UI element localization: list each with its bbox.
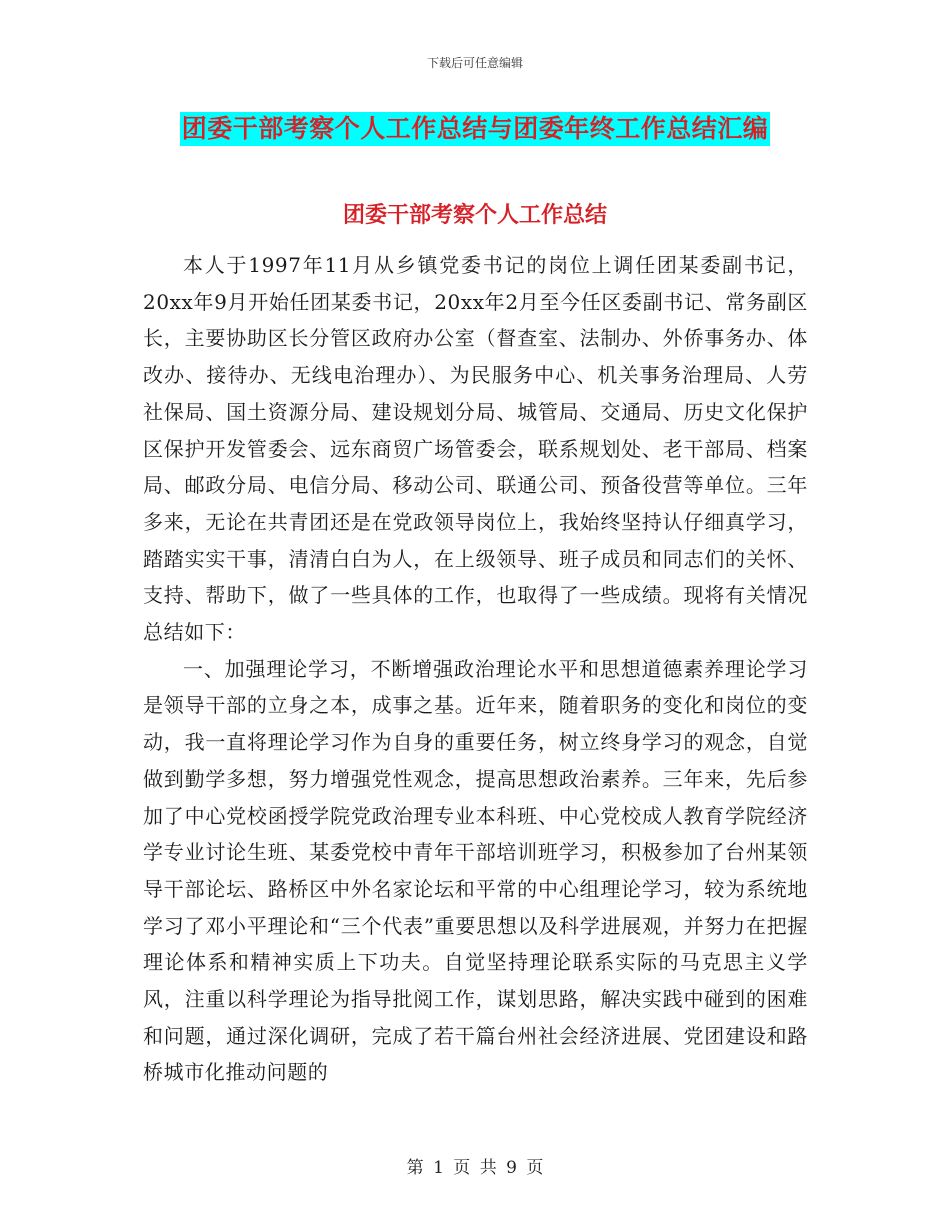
paragraph-intro: 本人于1997年11月从乡镇党委书记的岗位上调任团某委副书记，20xx年9月开始任团某委书记，20xx年2月至今任区委副书记、常务副区长，主要协助区长分管区政府办公室（督查室、法制办、外侨事务办、体改办、接待办、无线电治理办）、为民服务中心、机关事务治理局、人劳社保局、国土资源分局、建设规划分局、城管局、交通局、历史文化保护区保护开发管委会、远东商贸广场管委会，联系规划处、老干部局、档案局、邮政分局、电信分局、移动公司、联通公司、预备役营等单位。三年多来，无论在共青团还是在党政领导岗位上，我始终坚持认仔细真学习，踏踏实实干事，清清白白为人，在上级领导、班子成员和同志们的关怀、支持、帮助下，做了一些具体的工作，也取得了一些成绩。现将有关情况总结如下：	[143, 253, 808, 645]
document-title-container	[0, 112, 950, 146]
section-title: 团委干部考察个人工作总结	[342, 202, 607, 228]
paragraph-theory-study: 一、加强理论学习，不断增强政治理论水平和思想道德素养理论学习是领导干部的立身之本，成事之基。近年来，随着职务的变化和岗位的变动，我一直将理论学习作为自身的重要任务，树立终身学习的观念，自觉做到勤学多想，努力增强党性观念，提高思想政治素养。三年来，先后参加了中心党校函授学院党政治理专业本科班、中心党校成人教育学院经济学专业讨论生班、某委党校中青年干部培训班学习，积极参加了台州某领导干部论坛、路桥区中外名家论坛和平常的中心组理论学习，较为系统地学习了邓小平理论和“三个代表”重要思想以及科学进展观，并努力在把握理论体系和精神实质上下功夫。自觉坚持理论联系实际的马克思主义学风，注重以科学理论为指导批阅工作，谋划思路，解决实践中碰到的困难和问题，通过深化调研，完成了若干篇台州社会经济进展、党团建设和路桥城市化推动问题的	[143, 656, 808, 1085]
document-title: 团委干部考察个人工作总结与团委年终工作总结汇编	[180, 112, 771, 146]
document-body	[143, 247, 808, 1091]
page-header-note: 下载后可任意编辑	[426, 56, 523, 70]
page-number: 第 1 页 共 9 页	[406, 1158, 544, 1178]
